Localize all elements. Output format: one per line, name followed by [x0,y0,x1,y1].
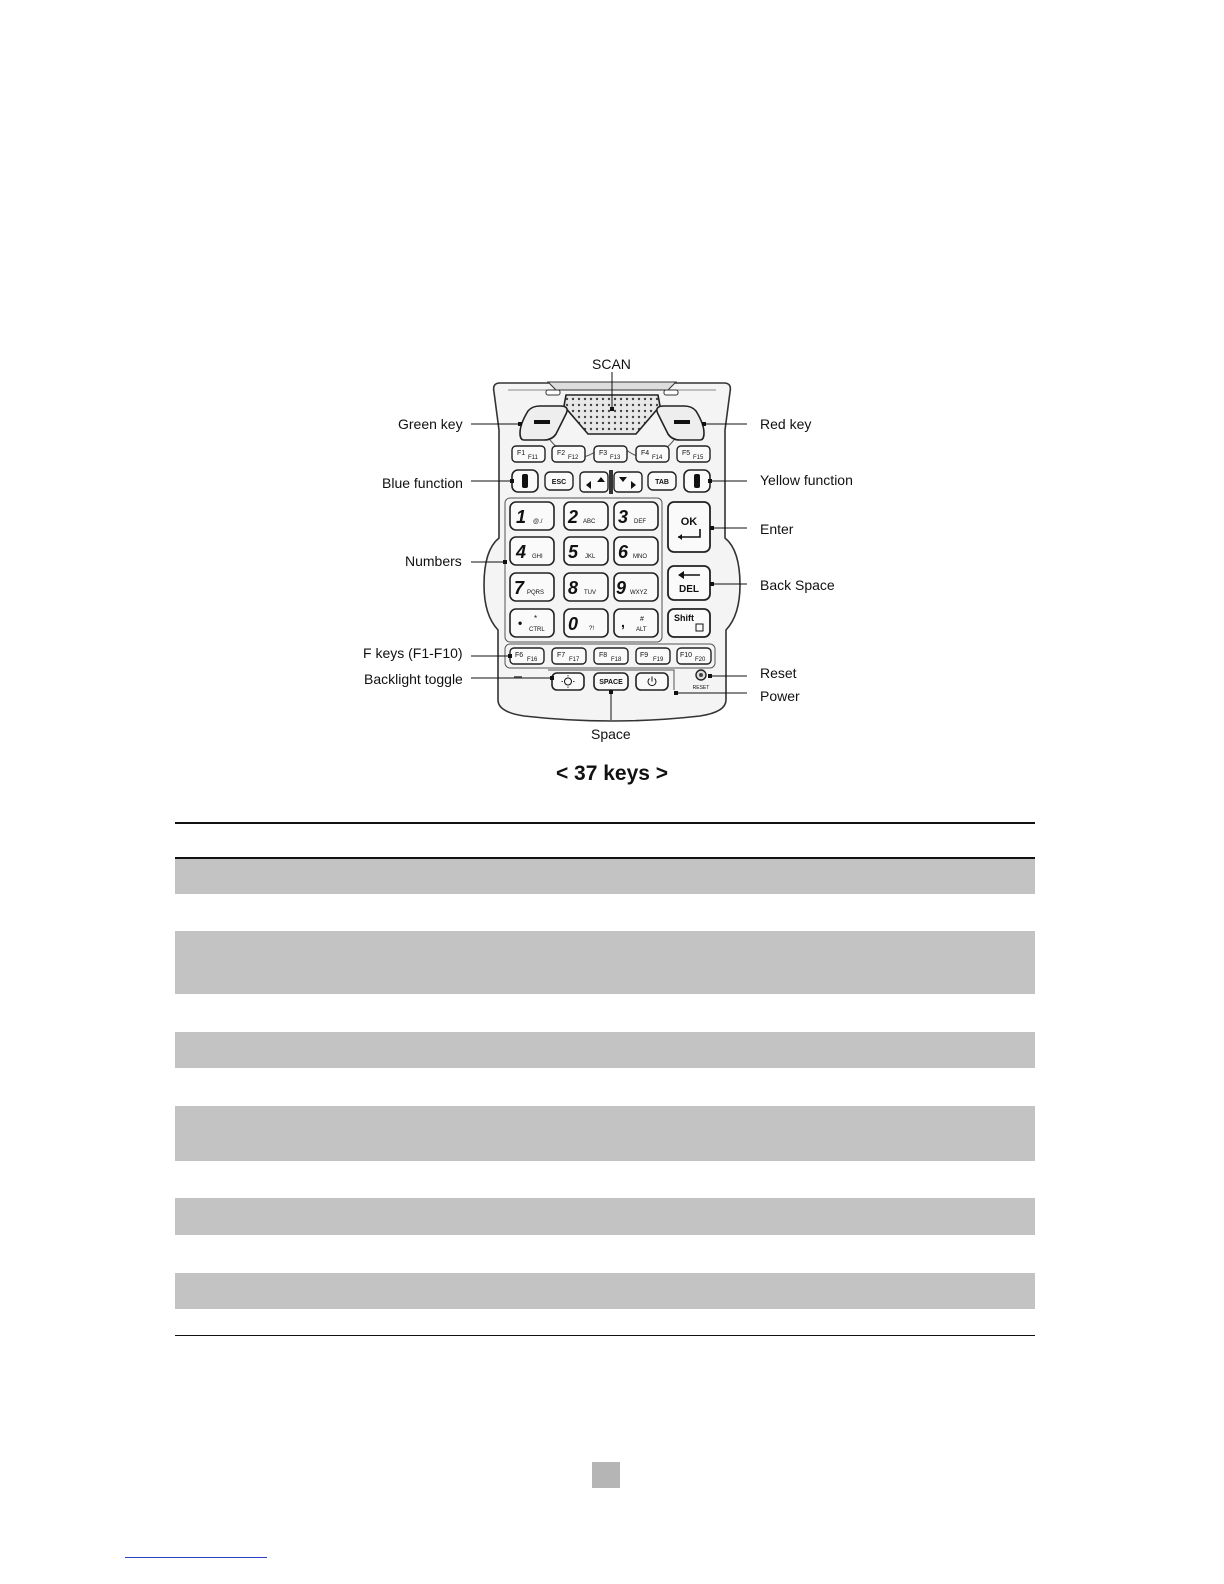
key-comma-main: , [621,614,625,630]
table-row [175,1273,1035,1309]
key-6-sub: MNO [633,554,647,560]
blue-function-key[interactable] [512,470,538,492]
key-2-main: 2 [568,507,579,527]
f5-key-label: F5 [682,450,691,457]
space-key[interactable] [594,673,628,690]
f14-key-label: F14 [652,455,663,461]
esc-key[interactable] [545,472,573,490]
key-7-main: 7 [514,578,525,598]
key-4[interactable] [510,537,554,565]
key-dot-main: • [518,616,523,630]
ok-enter-key[interactable] [668,502,710,552]
key-1-sub: @./ [533,519,543,525]
callout-backlight-toggle: Backlight toggle [364,671,463,687]
f20-key-label: F20 [695,657,706,663]
power-key[interactable] [636,673,668,690]
f8-key-label: F8 [599,652,608,659]
f6-key-label: F6 [515,652,524,659]
key-star-top: * [534,614,538,623]
f1-key-label: F1 [517,450,526,457]
key-2-sub: ABC [583,519,596,525]
esc-key-label: ESC [551,479,567,486]
key-1[interactable] [510,502,554,530]
key-0-main: 0 [568,614,579,634]
table-row [175,1106,1035,1161]
callout-back-space: Back Space [760,577,835,593]
footer-link-underline [125,1557,267,1558]
key-hash-top: # [640,616,644,623]
key-8-sub: TUV [584,590,596,596]
f3-key[interactable] [594,446,627,462]
table-row [175,1198,1035,1235]
shift-key[interactable] [668,609,710,637]
f7-key[interactable] [552,648,586,664]
key-3-main: 3 [618,507,629,527]
callout-f-keys: F keys (F1-F10) [363,645,463,661]
key-alt-sub: ALT [636,627,647,633]
f2-key-label: F2 [557,450,566,457]
key-8-main: 8 [568,578,579,598]
f5-key[interactable] [677,446,710,462]
yellow-function-key[interactable] [684,470,710,492]
tab-key-label: TAB [655,479,669,486]
f9-key[interactable] [636,648,670,664]
f3-key-label: F3 [599,450,608,457]
space-key-label: SPACE [599,679,623,686]
key-ctrl-sub: CTRL [529,627,545,633]
f12-key-label: F12 [568,455,579,461]
page-number-box [592,1462,620,1488]
callout-red-key: Red key [760,416,812,432]
tab-key[interactable] [648,472,676,490]
key-7-sub: PQRS [527,590,545,596]
f18-key-label: F18 [611,657,622,663]
key-4-sub: GHI [532,554,543,560]
callout-power: Power [760,688,800,704]
key-9-sub: WXYZ [630,590,648,596]
del-key-label: DEL [679,584,699,595]
callout-blue-function: Blue function [382,475,463,491]
key-9[interactable] [614,573,658,601]
table-top-rule [175,822,1035,824]
reset-label: RESET [692,685,710,691]
key-9-main: 9 [616,578,627,598]
table-bottom-rule [175,1335,1035,1336]
key-5-main: 5 [568,542,579,562]
callout-numbers: Numbers [405,553,462,569]
callout-scan: SCAN [592,356,631,372]
key-7[interactable] [510,573,554,601]
callout-yellow-function: Yellow function [760,472,853,488]
del-backspace-key[interactable] [668,566,710,600]
key-2[interactable] [564,502,608,530]
f13-key-label: F13 [610,455,621,461]
f4-key-label: F4 [641,450,650,457]
ok-key-label: OK [680,516,698,528]
f11-key-label: F11 [528,455,538,461]
f1-key[interactable] [512,446,545,462]
key-0-sub: ?! [589,626,595,632]
table-row [175,859,1035,894]
f4-key[interactable] [636,446,669,462]
f10-key[interactable] [677,648,711,664]
down-right-arrow-key[interactable] [614,472,642,492]
key-3[interactable] [614,502,658,530]
key-star-ctrl[interactable] [510,609,554,637]
f19-key-label: F19 [653,657,664,663]
f10-key-label: F10 [680,652,693,659]
table-row [175,1032,1035,1068]
key-5-sub: JKL [585,554,596,560]
key-8[interactable] [564,573,608,601]
callout-enter: Enter [760,521,794,537]
key-6[interactable] [614,537,658,565]
key-5[interactable] [564,537,608,565]
key-1-main: 1 [516,507,527,527]
key-0[interactable] [564,609,608,637]
f17-key-label: F17 [569,657,580,663]
left-up-arrow-key[interactable] [580,472,608,492]
f15-key-label: F15 [693,455,704,461]
key-comma-alt[interactable] [614,609,658,637]
backlight-toggle-key[interactable] [552,673,584,690]
keypad-diagram [0,0,1224,760]
table-row [175,931,1035,994]
callout-reset: Reset [760,665,797,681]
f16-key-label: F16 [527,657,538,663]
key-6-main: 6 [618,542,629,562]
key-3-sub: DEF [634,519,646,525]
f-row-bottom [510,648,711,664]
key-4-main: 4 [516,542,527,562]
callout-space: Space [591,726,631,742]
f9-key-label: F9 [640,652,649,659]
f-row-top [512,446,710,462]
f7-key-label: F7 [557,652,566,659]
f2-key[interactable] [552,446,585,462]
f8-key[interactable] [594,648,628,664]
shift-key-label: Shift [674,613,694,623]
f6-key[interactable] [510,648,544,664]
figure-caption: < 37 keys > [555,762,669,785]
callout-green-key: Green key [398,416,463,432]
